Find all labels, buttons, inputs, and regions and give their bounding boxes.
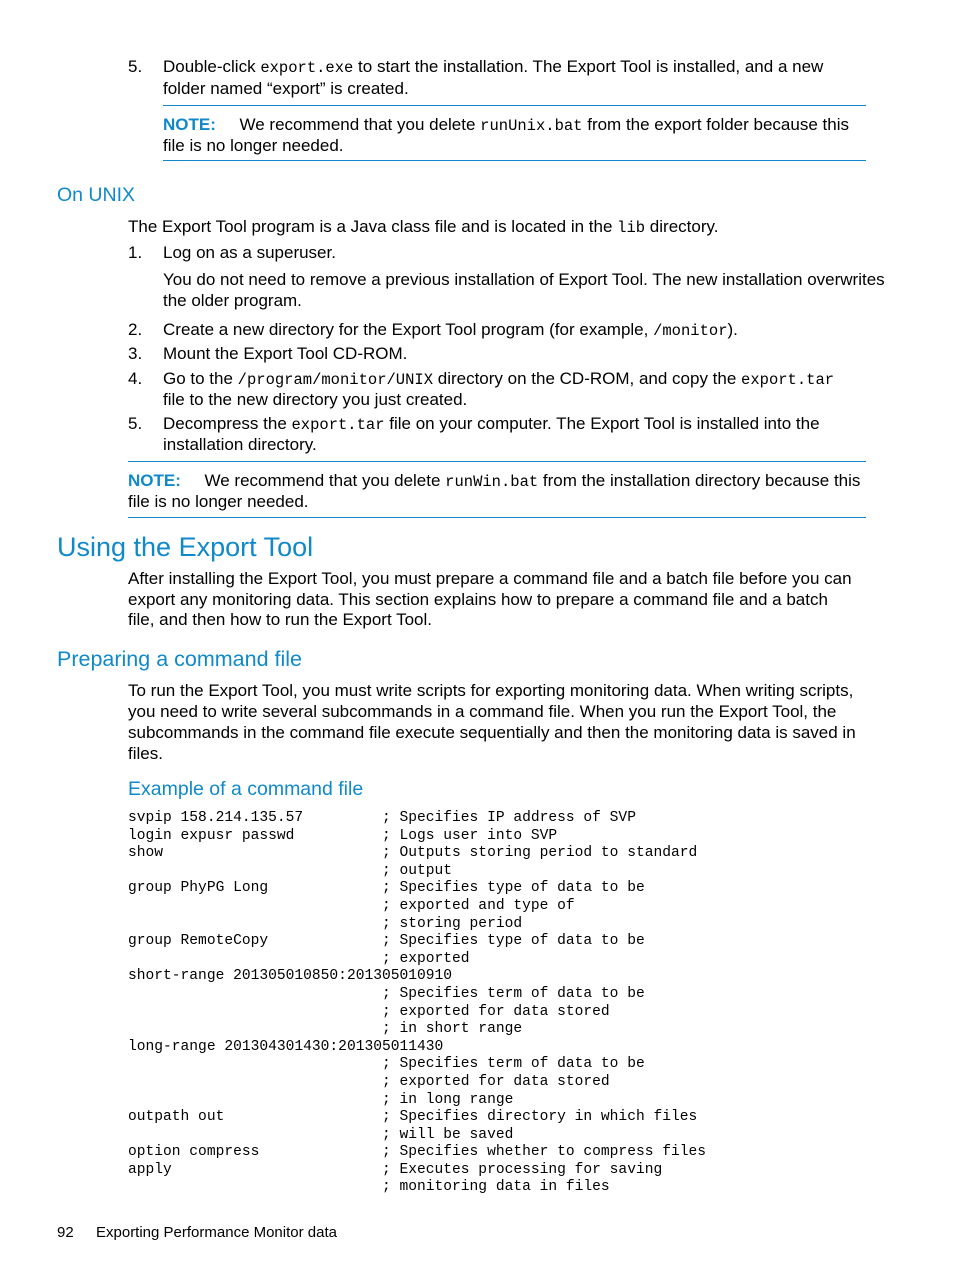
paragraph-line: file, and then how to run the Export Tool. [128, 610, 432, 629]
page-number: 92 [57, 1224, 74, 1241]
paragraph: The Export Tool program is a Java class file and is located in the lib directory. [128, 217, 719, 237]
step-number: 4. [128, 369, 143, 388]
paragraph-line: you need to write several subcommands in a command file. When you run the Export Tool, the [128, 702, 837, 721]
step-text: Mount the Export Tool CD-ROM. [163, 344, 408, 363]
inline-code: export.exe [260, 59, 354, 77]
code-block: svpip 158.214.135.57 ; Specifies IP address of SVP login expusr passwd ; Logs user into SVP show ; Outputs storing period to standard ; output group PhyPG Long ; Specifies type of data to be ; exported and type of ; storing period group RemoteCopy ; Specifies type of data to be ; exported short-range 201305010850:201305010910 ; Specifies term of data to be ; exported for data stored ; in short range long-range 201304301430:201305011430 ; Specifies term of data to be ; exported for data stored ; in long range outpath out ; Specifies directory in which files ; will be saved option compress ; Specifies whether to compress files apply ; Executes processing for saving ; monitoring data in files [128, 810, 707, 1196]
note-bottom-rule [163, 160, 866, 161]
step-number: 3. [128, 344, 143, 363]
note-text: NOTE: We recommend that you delete runWin.bat from the installation directory because this [128, 471, 861, 491]
step-text: Go to the /program/monitor/UNIX directory on the CD-ROM, and copy the export.tar [163, 369, 835, 389]
step-text: Double-click export.exe to start the installation. The Export Tool is installed, and a new [163, 57, 824, 77]
section-heading-on-unix: On UNIX [57, 184, 136, 206]
inline-code: export.tar [291, 416, 385, 434]
note-label: NOTE: [163, 115, 216, 134]
step-number: 1. [128, 243, 143, 262]
note-text: NOTE: We recommend that you delete runUnix.bat from the export folder because this [163, 115, 849, 135]
section-heading-preparing: Preparing a command file [57, 647, 302, 671]
step-number: 2. [128, 320, 143, 339]
step-text-continued: folder named “export” is created. [163, 79, 409, 98]
step-number: 5. [128, 57, 143, 76]
paragraph-line: To run the Export Tool, you must write scripts for exporting monitoring data. When writing scripts, [128, 681, 854, 700]
paragraph-line: subcommands in the command file execute sequentially and then the monitoring data is saved in [128, 723, 856, 742]
note-top-rule [128, 461, 866, 462]
example-heading: Example of a command file [128, 778, 364, 800]
step-subtext: You do not need to remove a previous installation of Export Tool. The new installation overwrites [163, 270, 885, 289]
step-text-continued: installation directory. [163, 435, 317, 454]
inline-code: lib [617, 219, 646, 237]
inline-code: /program/monitor/UNIX [237, 371, 434, 389]
section-heading-using-export-tool: Using the Export Tool [57, 532, 314, 562]
note-bottom-rule [128, 517, 866, 518]
inline-code: /monitor [653, 322, 728, 340]
step-text: Create a new directory for the Export Tool program (for example, /monitor). [163, 320, 738, 340]
step-number: 5. [128, 414, 143, 433]
note-label: NOTE: [128, 471, 181, 490]
inline-code: runWin.bat [445, 473, 539, 491]
note-text-continued: file is no longer needed. [128, 492, 309, 511]
paragraph-line: export any monitoring data. This section explains how to prepare a command file and a batch [128, 590, 828, 609]
step-text: Log on as a superuser. [163, 243, 336, 262]
paragraph-line: files. [128, 744, 163, 763]
inline-code: runUnix.bat [480, 117, 583, 135]
step-text-continued: file to the new directory you just created. [163, 390, 468, 409]
note-text-continued: file is no longer needed. [163, 136, 344, 155]
inline-code: export.tar [741, 371, 835, 389]
step-text: Decompress the export.tar file on your computer. The Export Tool is installed into the [163, 414, 820, 434]
step-subtext-continued: the older program. [163, 291, 302, 310]
footer-title: Exporting Performance Monitor data [96, 1224, 337, 1241]
note-top-rule [163, 105, 866, 106]
paragraph-line: After installing the Export Tool, you must prepare a command file and a batch file before you can [128, 569, 852, 588]
